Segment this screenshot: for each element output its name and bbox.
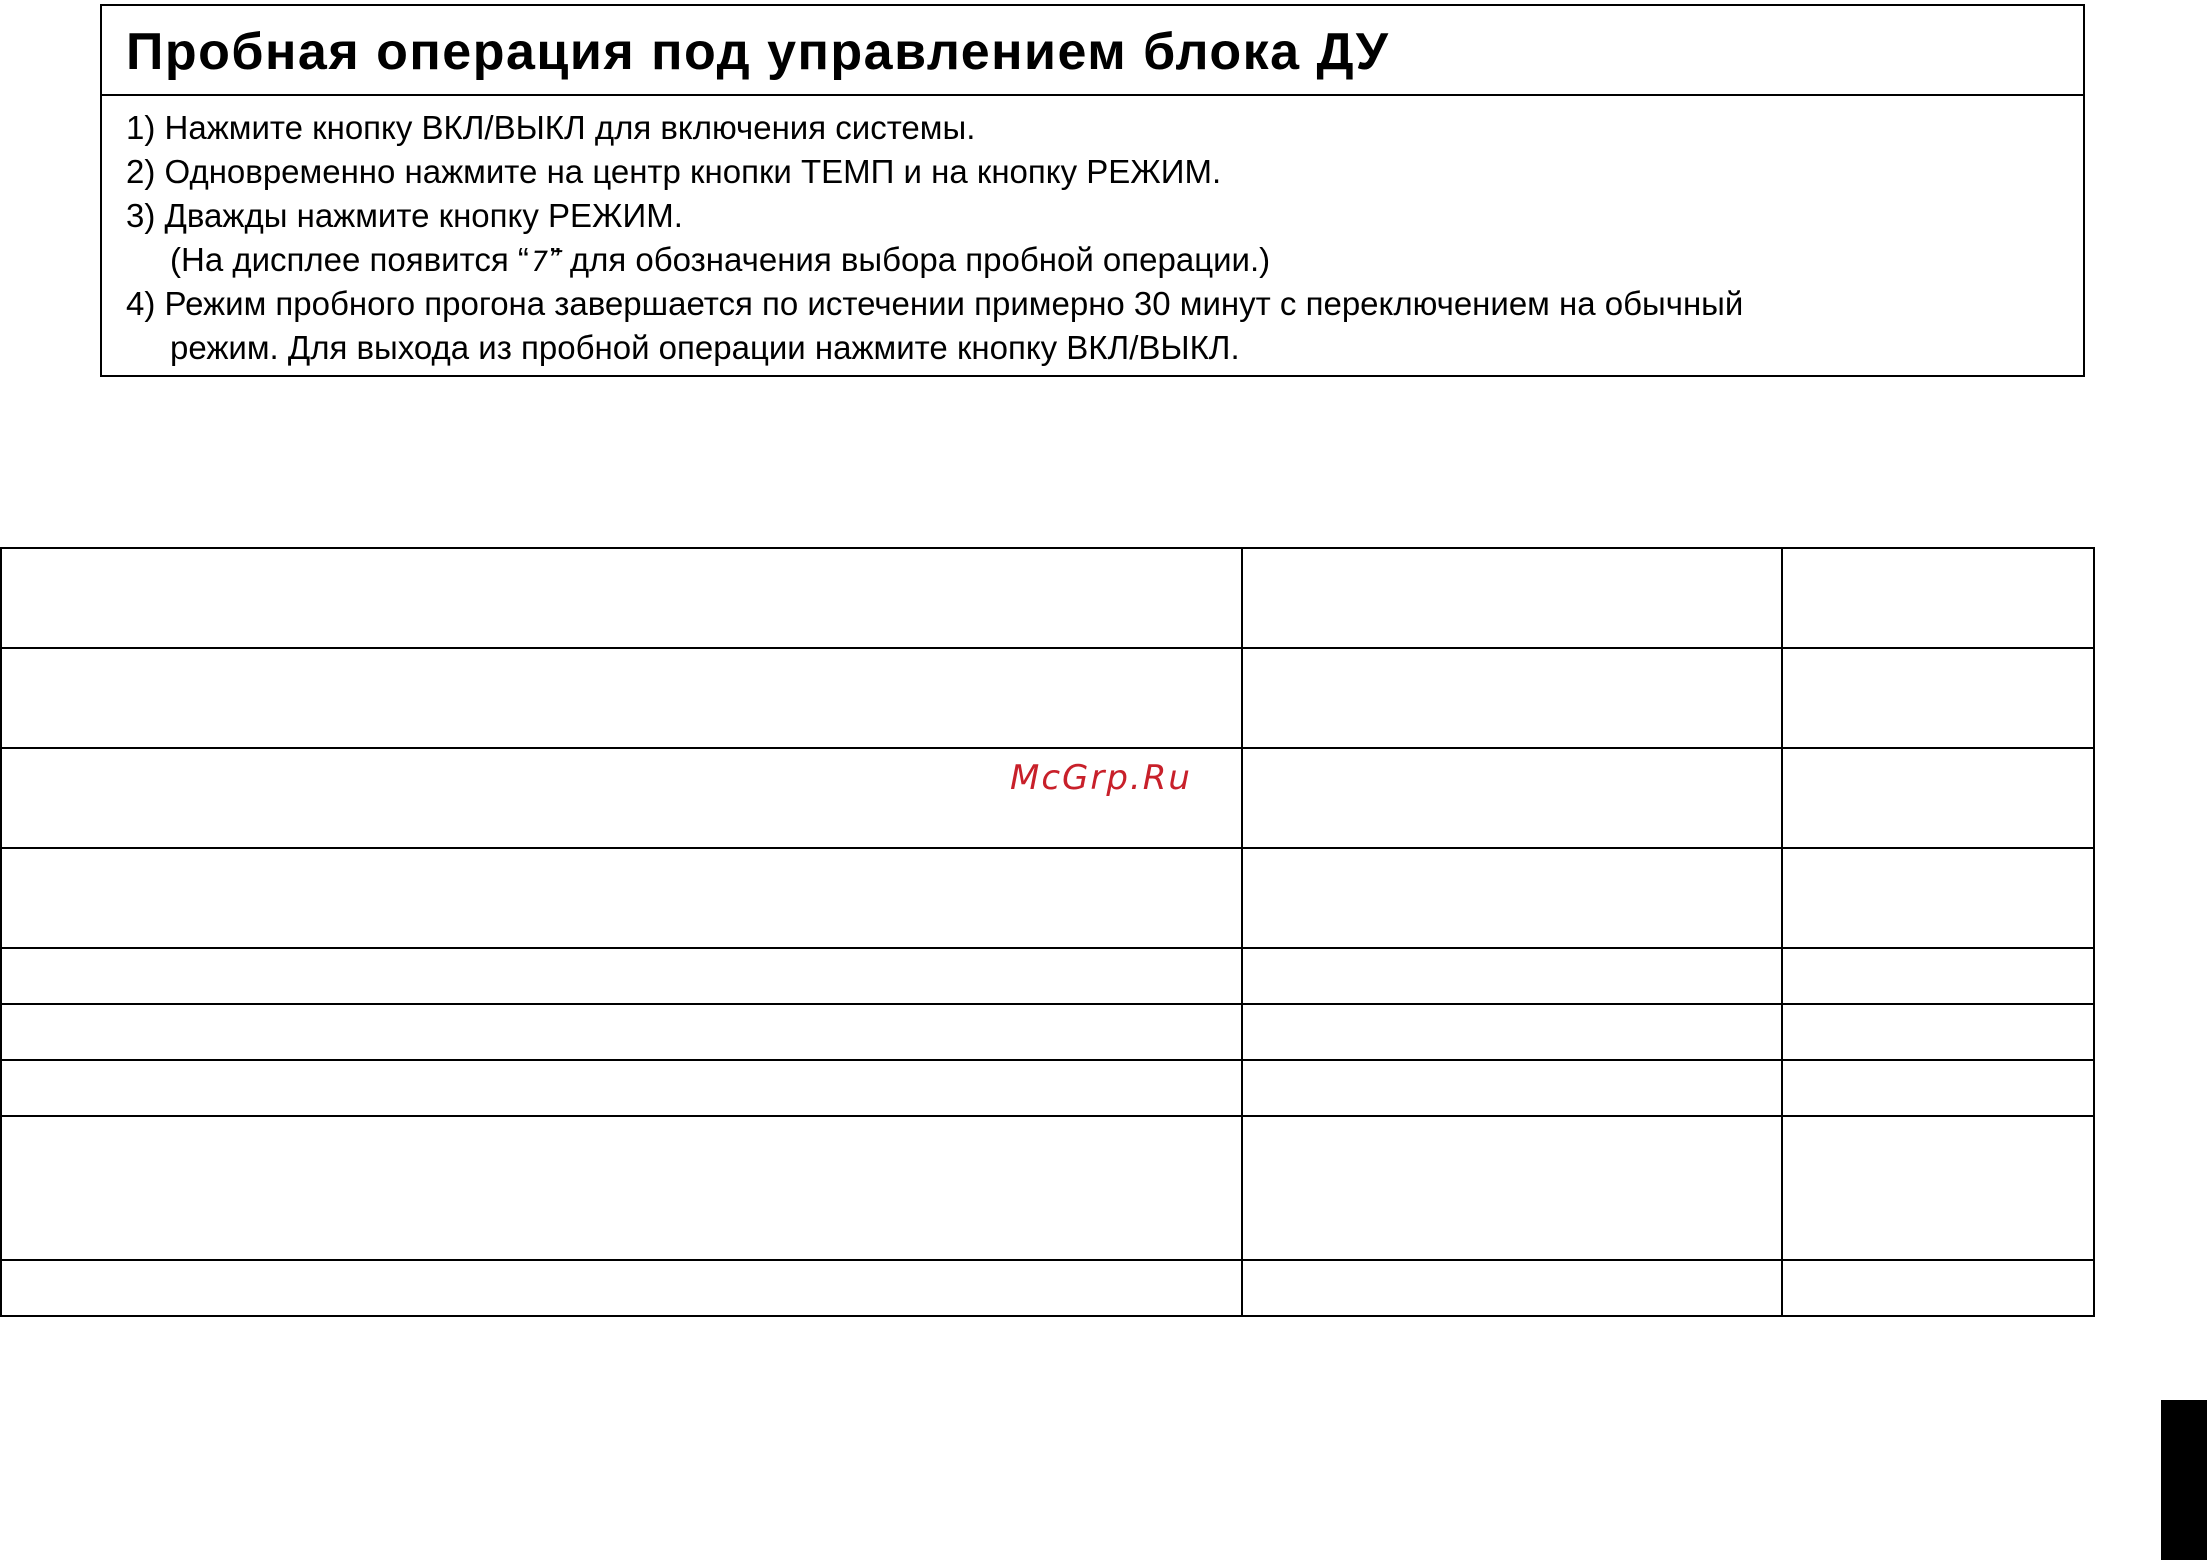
table-cell	[1, 648, 1242, 748]
step-4-line-1: 4) Режим пробного прогона завершается по истечении примерно 30 минут с переключением на обычный	[126, 285, 1744, 322]
table-row	[1, 1004, 2094, 1060]
step-3-note-before: (На дисплее появится “	[170, 241, 529, 278]
test-operation-box	[100, 4, 2085, 377]
section-title: Пробная операция под управлением блока ДУ	[102, 6, 2083, 96]
watermark: McGrp.Ru	[1010, 758, 1192, 798]
table-row	[1, 948, 2094, 1004]
table-cell	[1242, 1004, 1782, 1060]
table-cell	[1782, 948, 2094, 1004]
empty-spec-table	[0, 547, 2095, 1317]
step-2: 2) Одновременно нажмите на центр кнопки ТЕМП и на кнопку РЕЖИМ.	[126, 153, 1222, 190]
table-row	[1, 1260, 2094, 1316]
step-4-line-2: режим. Для выхода из пробной операции нажмите кнопку ВКЛ/ВЫКЛ.	[170, 329, 1240, 366]
table-cell	[1, 1116, 1242, 1260]
table-cell	[1782, 848, 2094, 948]
table-cell	[1242, 948, 1782, 1004]
table-cell	[1242, 648, 1782, 748]
table-row	[1, 1116, 2094, 1260]
table-cell	[1242, 1260, 1782, 1316]
table-cell	[1242, 748, 1782, 848]
table-cell	[1782, 1004, 2094, 1060]
table-cell	[1782, 1116, 2094, 1260]
table-row	[1, 1060, 2094, 1116]
step-1: 1) Нажмите кнопку ВКЛ/ВЫКЛ для включения системы.	[126, 109, 976, 146]
steps-list	[102, 96, 2083, 370]
table-cell	[1, 1004, 1242, 1060]
table-cell	[1, 548, 1242, 648]
table-cell	[1, 1060, 1242, 1116]
display-symbol: 7̄	[528, 245, 551, 278]
table-cell	[1782, 1260, 2094, 1316]
table-cell	[1, 848, 1242, 948]
table-cell	[1242, 1116, 1782, 1260]
step-3: 3) Дважды нажмите кнопку РЕЖИМ.	[126, 197, 683, 234]
table-cell	[1782, 1060, 2094, 1116]
table-row	[1, 648, 2094, 748]
table-cell	[1782, 548, 2094, 648]
table-cell	[1, 948, 1242, 1004]
table-row	[1, 548, 2094, 648]
step-3-note-after: ” для обозначения выбора пробной операции.)	[549, 241, 1271, 278]
table-cell	[1782, 748, 2094, 848]
table-cell	[1242, 1060, 1782, 1116]
step-3-note	[126, 238, 2083, 282]
table-row	[1, 848, 2094, 948]
table-cell	[1242, 548, 1782, 648]
table-cell	[1242, 848, 1782, 948]
table-cell	[1, 1260, 1242, 1316]
page-edge-tab	[2161, 1400, 2207, 1560]
table-cell	[1782, 648, 2094, 748]
